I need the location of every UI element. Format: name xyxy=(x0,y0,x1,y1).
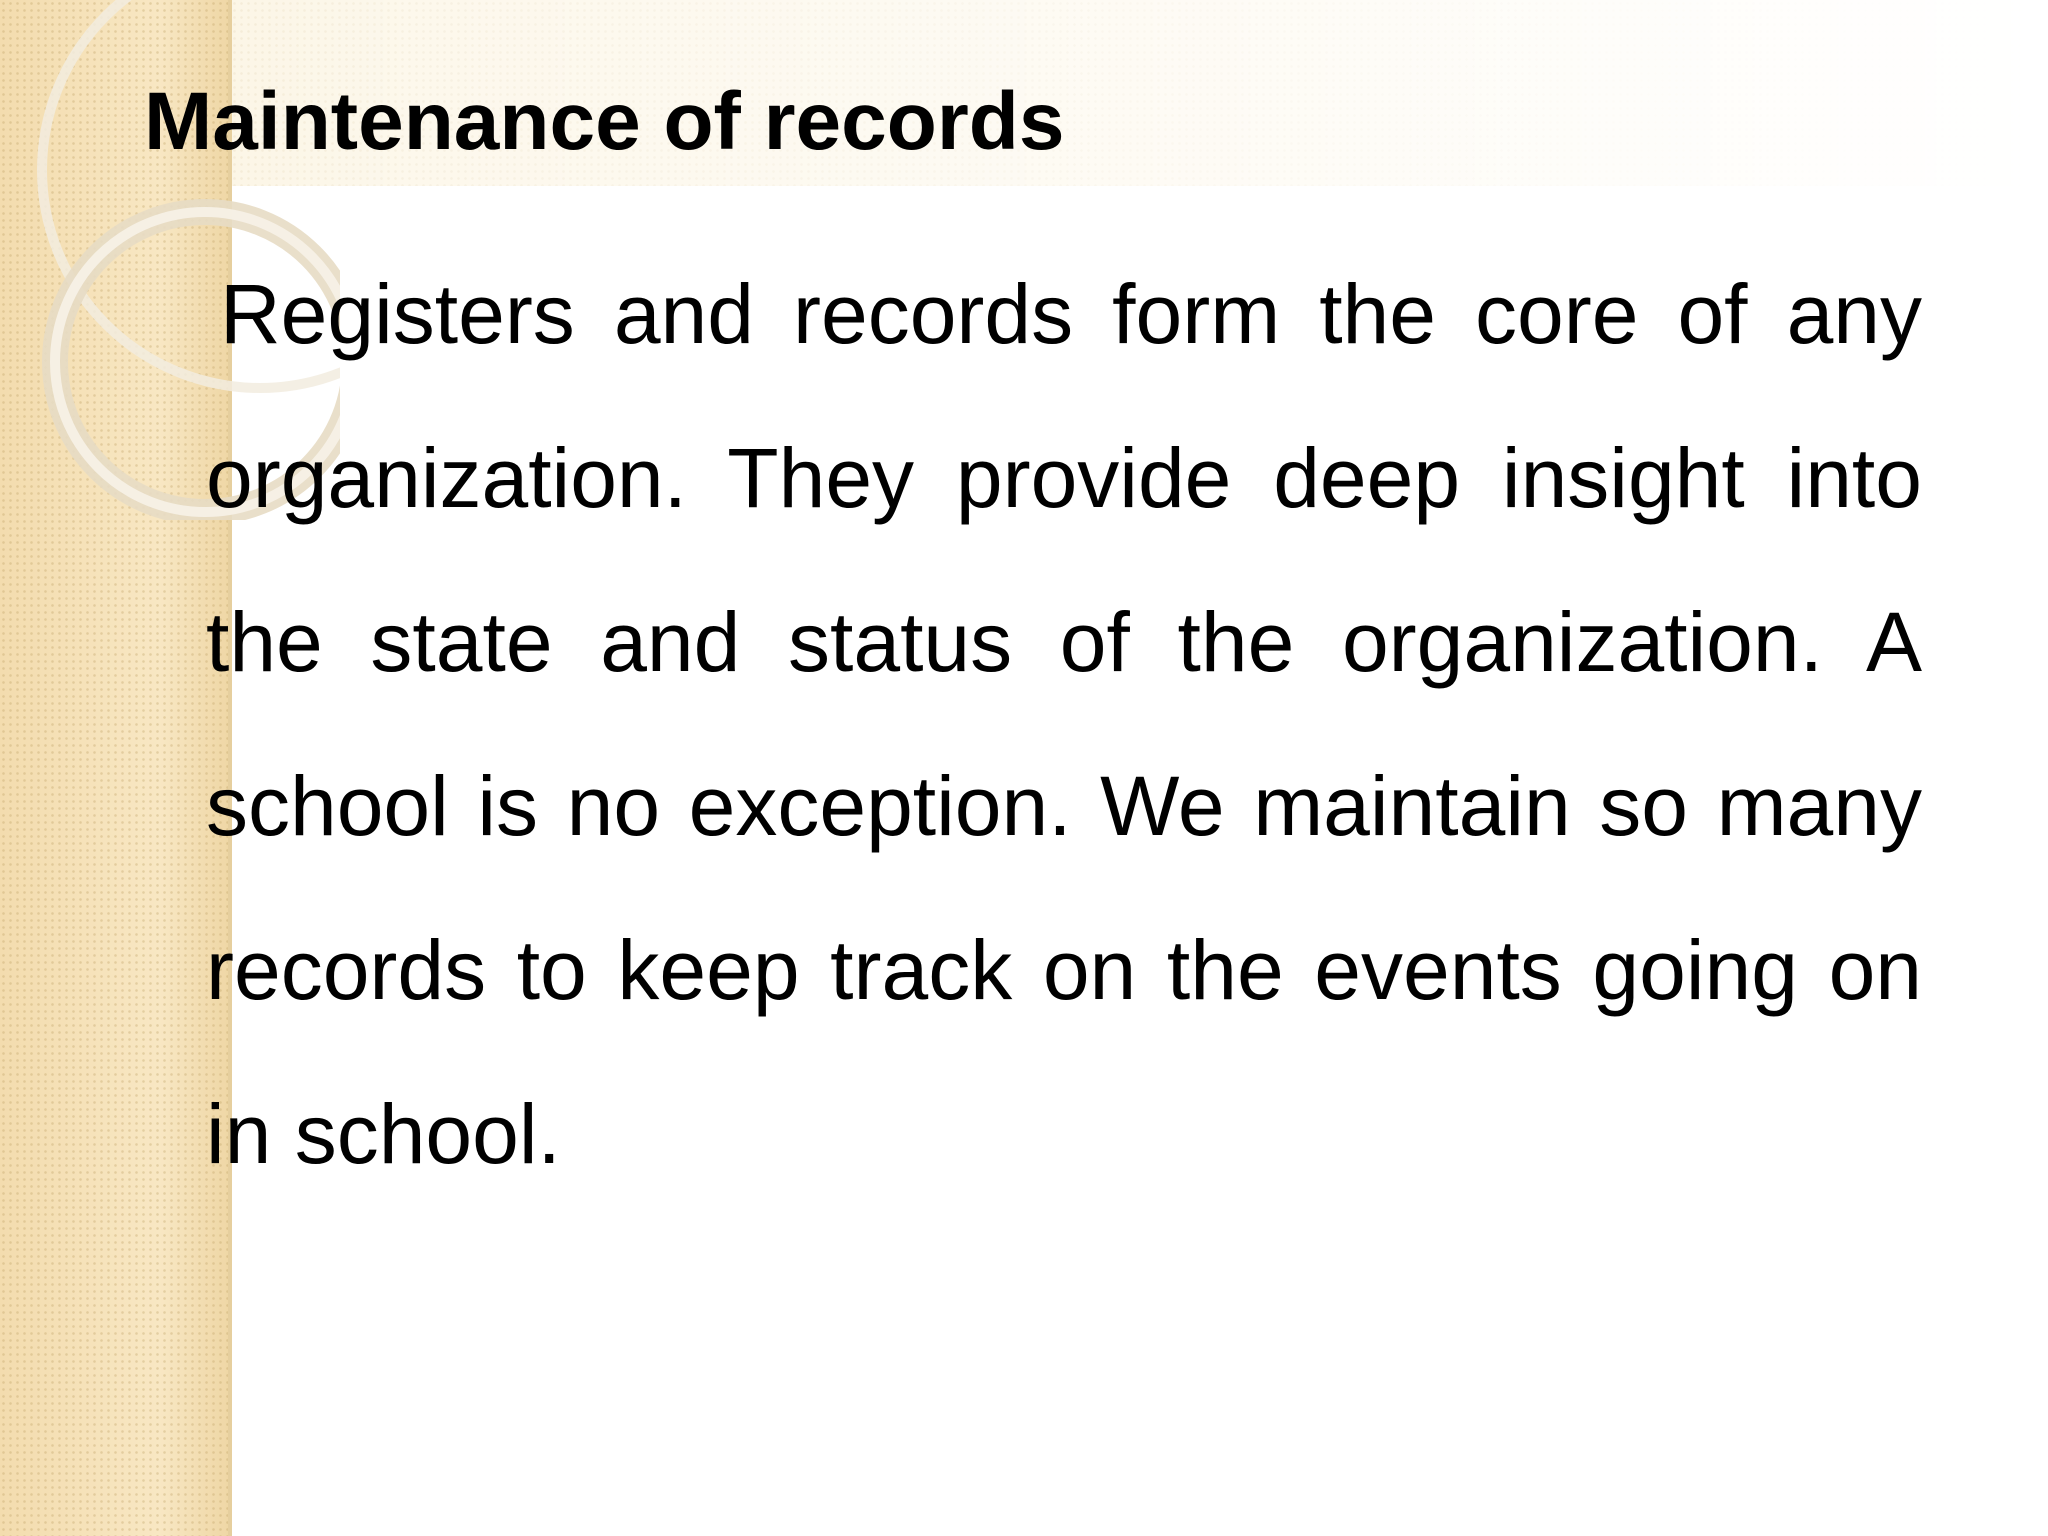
slide-body-paragraph: Registers and records form the core of any organization. They provide deep insight into the state and status of the organization. A school is no exception. We maintain so many records to keep track on the events going on in school. xyxy=(206,267,1922,1181)
slide-title: Maintenance of records xyxy=(144,76,1065,167)
